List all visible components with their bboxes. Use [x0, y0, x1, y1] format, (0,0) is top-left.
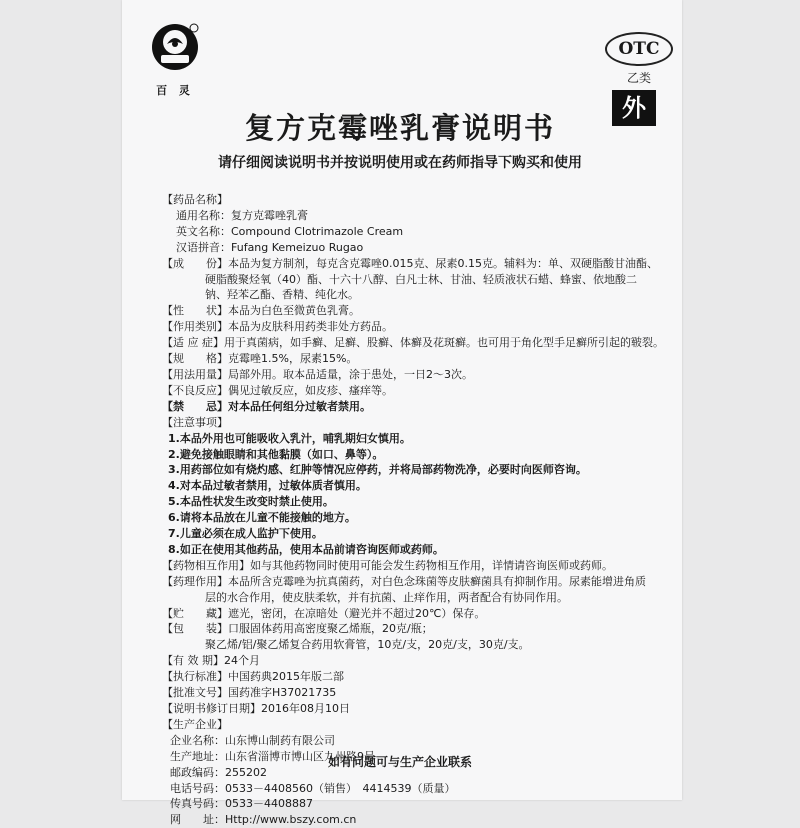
english-name: 英文名称：Compound Clotrimazole Cream	[176, 224, 404, 238]
standard-row	[162, 669, 682, 685]
category-label: 【作用类别】	[162, 320, 228, 334]
revision-text: 2016年08月10日	[261, 702, 350, 715]
validity-row	[162, 653, 682, 669]
pharmacology-continued: 层的水合作用，使皮肤柔软，并有抗菌、止痒作用，两者配合有协同作用。	[205, 590, 568, 604]
pharmacology-row	[162, 574, 682, 590]
revision-label: 【说明书修订日期】	[162, 702, 261, 715]
brand-logo	[150, 22, 200, 72]
package-label: 【包 装】	[162, 622, 228, 636]
otc-badge: OTC	[605, 32, 673, 66]
precaution-item: 7.儿童必须在成人监护下使用。	[168, 527, 323, 541]
standard-label: 【执行标准】	[162, 670, 228, 684]
usage-text: 局部外用。取本品适量，涂于患处，一日2～3次。	[228, 367, 473, 381]
pharmacology-text: 本品所含克霉唑为抗真菌药，对白色念珠菌等皮肤癣菌具有抑制作用。尿素能增进角质	[228, 574, 646, 588]
specification-row	[162, 351, 682, 367]
brand-name: 百 灵	[156, 84, 194, 97]
company-address: 生产地址：山东省淄博市博山区九州路9号	[170, 749, 375, 763]
interaction-row	[162, 558, 682, 574]
contraindication-row	[162, 399, 682, 415]
adverse-text: 偶见过敏反应，如皮疹、瘙痒等。	[228, 383, 393, 397]
approval-row	[162, 685, 682, 701]
adverse-label: 【不良反应】	[162, 383, 228, 397]
pharmacology-label: 【药理作用】	[162, 574, 228, 588]
category-row	[162, 319, 682, 335]
company-name: 企业名称：山东博山制药有限公司	[170, 733, 335, 747]
composition-label: 【成 份】	[162, 256, 228, 270]
interaction-text: 如与其他药物同时使用可能会发生药物相互作用，详情请咨询医师或药师。	[250, 558, 613, 572]
storage-row	[162, 606, 682, 622]
precautions-heading: 【注意事项】	[162, 415, 228, 429]
phone-number: 电话号码：0533－4408560（销售） 4414539（质量）	[170, 781, 456, 795]
indications-text: 用于真菌病，如手癣、足癣、股癣、体癣及花斑癣。也可用于角化型手足癣所引起的皲裂。	[224, 336, 664, 350]
otc-class-label: 乙类	[626, 71, 651, 85]
interaction-label: 【药物相互作用】	[162, 558, 250, 572]
contraindication-text: 对本品任何组分过敏者禁用。	[228, 399, 371, 413]
manufacturer-heading: 【生产企业】	[162, 717, 228, 731]
precaution-item: 6.请将本品放在儿童不能接触的地方。	[168, 511, 356, 525]
package-continued: 聚乙烯/铝/聚乙烯复合药用软膏管，10克/支，20克/支，30克/支。	[205, 638, 530, 652]
package-text: 口服固体药用高密度聚乙烯瓶，20克/瓶；	[228, 622, 433, 636]
usage-row	[162, 367, 682, 383]
precaution-item: 4.对本品过敏者禁用，过敏体质者慎用。	[168, 479, 367, 493]
external-use-badge: 外	[612, 90, 656, 126]
storage-text: 遮光，密闭，在凉暗处（避光并不超过20℃）保存。	[228, 606, 486, 620]
validity-label: 【有 效 期】	[162, 654, 224, 668]
document-title: 复方克霉唑乳膏说明书	[244, 111, 555, 145]
approval-label: 【批准文号】	[162, 686, 228, 700]
specification-text: 克霉唑1.5%，尿素15%。	[228, 352, 358, 366]
adverse-row	[162, 383, 682, 399]
precaution-item: 1.本品外用也可能吸收入乳汁，哺乳期妇女慎用。	[168, 431, 411, 445]
footer-contact-note: 如有问题可与生产企业联系	[327, 755, 472, 769]
standard-text: 中国药典2015年版二部	[228, 670, 344, 684]
precaution-item: 5.本品性状发生改变时禁止使用。	[168, 495, 334, 509]
revision-row	[162, 701, 682, 717]
contraindication-label: 【禁 忌】	[162, 399, 228, 413]
indications-label: 【适 应 症】	[162, 336, 224, 350]
specification-label: 【规 格】	[162, 352, 228, 366]
website: 网 址：Http://www.bszy.com.cn	[170, 813, 357, 827]
pinyin-name: 汉语拼音：Fufang Kemeizuo Rugao	[176, 240, 364, 254]
fax-number: 传真号码：0533－4408887	[170, 797, 313, 811]
composition-continued-1: 硬脂酸聚烃氧（40）酯、十六十八醇、白凡士林、甘油、轻质液状石蜡、蜂蜜、依地酸二	[205, 272, 637, 286]
generic-name: 通用名称：复方克霉唑乳膏	[176, 208, 308, 222]
composition-text: 本品为复方制剂，每克含克霉唑0.015克、尿素0.15克。辅料为：单、双硬脂酸甘油酯、	[228, 256, 658, 270]
drug-name-heading: 【药品名称】	[162, 193, 228, 206]
precaution-item: 2.避免接触眼睛和其他黏膜（如口、鼻等）。	[168, 447, 384, 461]
package-row	[162, 621, 682, 637]
properties-text: 本品为白色至微黄色乳膏。	[228, 304, 360, 318]
leaflet-content	[162, 192, 682, 828]
storage-label: 【贮 藏】	[162, 606, 228, 620]
approval-text: 国药准字H37021735	[228, 686, 337, 700]
composition-continued-2: 钠、羟苯乙酯、香精、纯化水。	[205, 288, 359, 302]
properties-label: 【性 状】	[162, 304, 228, 318]
indications-row	[162, 335, 682, 351]
composition-row	[162, 256, 682, 272]
usage-label: 【用法用量】	[162, 367, 228, 381]
validity-text: 24个月	[224, 654, 260, 668]
precaution-item: 3.用药部位如有烧灼感、红肿等情况应停药，并将局部药物洗净，必要时向医师咨询。	[168, 463, 587, 477]
document-subtitle: 请仔细阅读说明书并按说明使用或在药师指导下购买和使用	[218, 155, 582, 171]
precaution-item: 8.如正在使用其他药品，使用本品前请咨询医师或药师。	[168, 542, 444, 556]
properties-row	[162, 303, 682, 319]
category-text: 本品为皮肤科用药类非处方药品。	[228, 320, 393, 334]
postcode: 邮政编码：255202	[170, 765, 267, 779]
